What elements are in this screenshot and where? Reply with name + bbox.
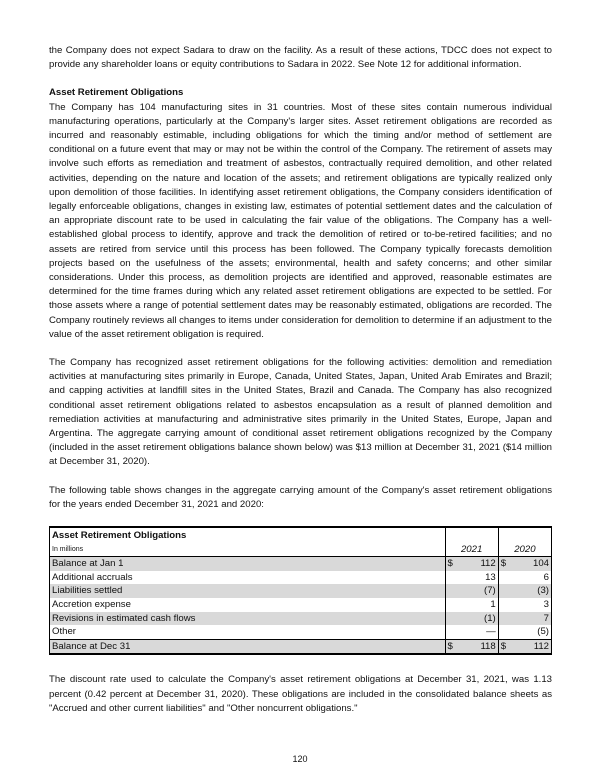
table-row xyxy=(50,639,552,654)
table-row xyxy=(50,584,552,598)
aro-table xyxy=(49,526,552,655)
cell-2020 xyxy=(498,584,551,598)
cell-value: 3 xyxy=(543,599,549,611)
page-number: 120 xyxy=(292,754,308,764)
currency-symbol: $ xyxy=(447,558,453,570)
cell-value: — xyxy=(486,626,496,638)
cell-value: 7 xyxy=(543,612,549,624)
row-label: Revisions in estimated cash flows xyxy=(50,612,446,626)
cell-2020 xyxy=(498,557,551,571)
row-label: Accretion expense xyxy=(52,599,131,611)
cell-value: 118 xyxy=(480,640,496,652)
cell-value: 112 xyxy=(480,558,496,570)
column-header-2020: 2020 xyxy=(498,543,551,557)
body-paragraph: The following table shows changes in the aggregate carrying amount of the Company's asset retirement obligations for the years ended December 31, 2021 and 2020: xyxy=(49,484,552,510)
table-header-row xyxy=(50,527,552,543)
table-units: In millions xyxy=(50,543,446,557)
table-subheader-row xyxy=(50,543,552,557)
row-label: Liabilities settled xyxy=(50,584,446,598)
cell-value: 13 xyxy=(485,571,496,583)
table-row xyxy=(50,557,552,571)
cell-2021 xyxy=(445,625,498,639)
table-row xyxy=(50,625,552,639)
row-label: Balance at Dec 31 xyxy=(50,639,446,654)
table-title: Asset Retirement Obligations xyxy=(52,530,187,542)
row-label: Balance at Jan 1 xyxy=(50,557,446,571)
currency-symbol: $ xyxy=(500,640,507,652)
section-heading: Asset Retirement Obligations xyxy=(49,87,184,99)
cell-value: (7) xyxy=(484,585,496,597)
cell-value: 112 xyxy=(533,640,549,652)
cell-value: (5) xyxy=(537,626,549,638)
cell-2021 xyxy=(445,612,498,626)
body-paragraph: The Company has recognized asset retirement obligations for the following activities: demolition and remediation activities at manufacturing sites primarily in Europe, Canada, United States, Japan, United Arab Emirates and Brazil; and capping activities at landfill sites in the United States, Brazil and Canada. The Company has also recognized conditional asset retirement obligations related to asbestos encapsulation as a result of planned demolition and remediation activities at manufacturing and administrative sites primarily in the United States, Europe, Japan and Argentina. The aggregate carrying amount of conditional asset retirement obligations recognized by the Company (included in the asset retirement obligations balance shown below) was $13 million at December 31, 2021 ($14 million at December 31, 2020). xyxy=(49,357,552,468)
cell-2021 xyxy=(445,571,498,585)
body-paragraph: The Company has 104 manufacturing sites in 31 countries. Most of these sites contain numerous individual manufacturing operations, particularly at the Company's larger sites. Asset retirement obligations are recorded as incurred and reasonably estimable, including obligations for which the timing and/or method of settlement are conditional on a future event that may or may not be within the control of the Company. The retirement of assets may involve such efforts as remediation and treatment of asbestos, contractually required demolition, and other related activities, depending on the nature and location of the assets; and retirement obligations are typically realized only upon demolition of those facilities. In identifying asset retirement obligations, the Company considers identification of legally enforceable obligations, changes in existing law, estimates of potential settlement dates and the calculation of an appropriate discount rate to be used in calculating the fair value of the obligations. The Company has a well-established global process to identify, approve and track the demolition of retired or to-be-retired facilities; and no assets are retired from service until this process has been followed. The Company typically forecasts demolition projects based on the usefulness of the assets; environmental, health and safety concerns; and other similar considerations. Under this process, as demolition projects are identified and approved, reasonable estimates are determined for the time frames during which any related asset retirement obligations are expected to be settled. For those assets where a range of potential settlement dates may be reasonably estimated, obligations are recorded. The Company routinely reviews all changes to items under consideration for demolition to determine if an adjustment to the value of the asset retirement obligation is required. xyxy=(49,101,552,340)
row-label: Additional accruals xyxy=(52,571,133,583)
cell-value: 104 xyxy=(532,558,549,570)
cell-value: (1) xyxy=(484,612,496,624)
cell-2020 xyxy=(498,571,551,585)
currency-symbol: $ xyxy=(447,640,453,652)
cell-2021 xyxy=(445,598,498,612)
closing-paragraph: The discount rate used to calculate the Company's asset retirement obligations at December 31, 2021, was 1.13 percent (0.42 percent at December 31, 2020). These obligations are included in the consolidated balance sheets as "Accrued and other current liabilities" and "Other noncurrent obligations." xyxy=(49,674,552,714)
cell-2020 xyxy=(498,639,551,654)
table-row xyxy=(50,612,552,626)
cell-2020 xyxy=(498,598,551,612)
cell-2020 xyxy=(498,612,551,626)
table-row xyxy=(50,571,552,585)
row-label: Other xyxy=(52,626,76,638)
intro-paragraph: the Company does not expect Sadara to draw on the facility. As a result of these actions, TDCC does not expect to provide any shareholder loans or equity contributions to Sadara in 2022. See Note 12 for additional information. xyxy=(49,45,552,71)
cell-2021 xyxy=(445,639,498,654)
cell-value: (3) xyxy=(537,585,549,597)
cell-2021 xyxy=(445,557,498,571)
currency-symbol: $ xyxy=(500,558,507,570)
cell-2020 xyxy=(498,625,551,639)
cell-2021 xyxy=(445,584,498,598)
cell-value: 1 xyxy=(490,599,496,611)
cell-value: 6 xyxy=(543,571,549,583)
column-header-2021: 2021 xyxy=(445,543,498,557)
table-row xyxy=(50,598,552,612)
document-page xyxy=(49,44,552,716)
